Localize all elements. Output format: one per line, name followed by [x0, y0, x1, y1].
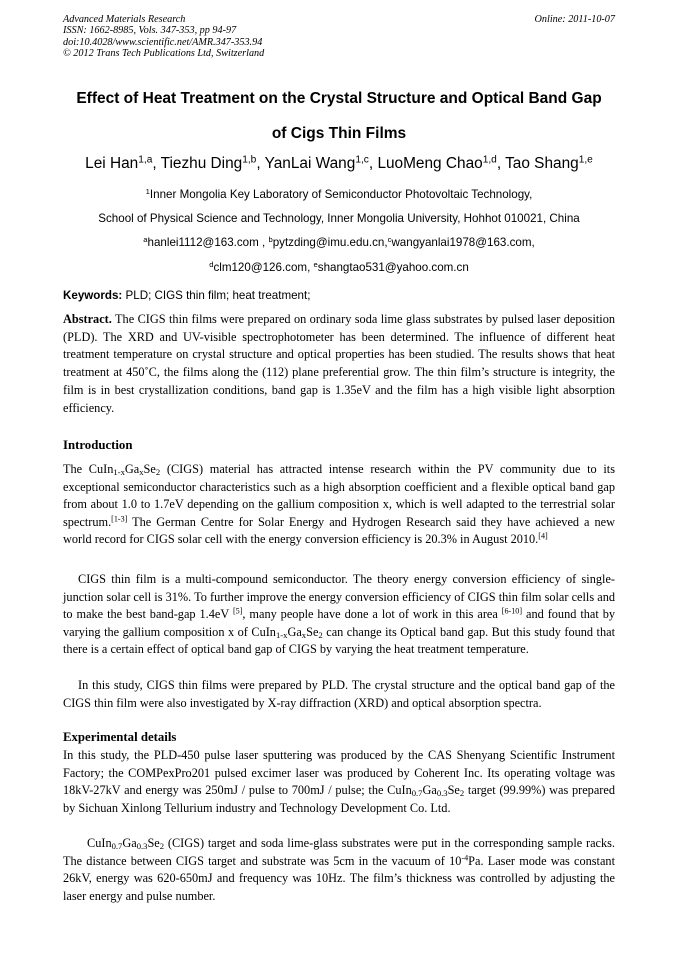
email-mark: d	[209, 259, 214, 269]
email-mark: c	[387, 234, 392, 244]
author-affiliation-mark: 1,a	[138, 154, 153, 166]
section-heading-experimental: Experimental details	[63, 730, 177, 744]
affiliation-mark: 1	[145, 186, 150, 196]
affiliation-line-2: School of Physical Science and Technology, Inner Mongolia University, Hohhot 010021, China	[98, 212, 580, 225]
citation: [1-3]	[111, 514, 128, 524]
author-name: YanLai Wang	[264, 155, 356, 172]
section-heading-introduction: Introduction	[63, 438, 133, 452]
email-b: pytzding@imu.edu.cn	[272, 236, 385, 249]
affiliation-text: Inner Mongolia Key Laboratory of Semiconductor Photovoltaic Technology,	[149, 188, 533, 201]
email-line-2: $^d$clm120@126.com, $^e$shangtao531@yahoo.com.cn	[209, 259, 469, 274]
email-d: clm120@126.com	[213, 261, 308, 274]
author-name: Tiezhu Ding	[160, 155, 243, 172]
intro-paragraph-1: The $CuIn_{1-x}Ga_xSe_2$ (CIGS) material has attracted intense research within the PV community due to its exceptional semiconductor characteristics such as a high absorption coefficient and a flexible optical band gap from about 1.0 to 1.7eV depending on the gallium composition x, which is well adapted to the terrestrial solar spectrum.[1-3] The German Centre for Solar Energy and Hydrogen Research said they have achieved a new world record for CIGS solar cell with the energy conversion efficiency is 20.3% in August 2010.[4]	[63, 462, 615, 546]
email-c: wangyanlai1978@163.com	[391, 236, 532, 249]
citation: [4]	[538, 531, 548, 541]
author-name: LuoMeng Chao	[377, 155, 483, 172]
author-list: Lei Han$^{1,a}$, Tiezhu Ding$^{1,b}$, YanLai Wang$^{1,c}$, LuoMeng Chao$^{1,d}$, Tao Shang$^{1,e}$	[85, 154, 593, 172]
abstract-text: The CIGS thin films were prepared on ordinary soda lime glass substrates by pulsed laser deposition (PLD). The XRD and UV-visible spectrophotometer has been determined. The influence of different heat treatment temperature on crystal structure and optical properties has been studied. The results shows that heat treatment at 450˚C, the films along the (112) plane preferential grow. The thin film’s structure is integrity, the film is in best crystallization conditions, band gap is 1.35eV and the film has a high visible light absorption efficiency.	[63, 312, 615, 415]
experimental-paragraph-2: $CuIn_{0.7}Ga_{0.3}Se_2$ (CIGS) target and soda lime-glass substrates were put in the corresponding sample racks. The distance between CIGS target and substrate was 5cm in the vacuum of $10^{-4}Pa$. Laser mode was constant 26kV, energy was 620-650mJ and frequency was 10Hz. The film’s thickness was controlled by adjusting the laser energy and pulse number.	[63, 836, 615, 903]
email-line-1: $^a$hanlei1112@163.com , $^b$pytzding@imu.edu.cn,$^c$wangyanlai1978@163.com,	[143, 234, 535, 249]
email-a: hanlei1112@163.com	[147, 236, 259, 249]
experimental-paragraph-1: In this study, the PLD-450 pulse laser sputtering was produced by the CAS Shenyang Scientific Instrument Factory; the COMPexPro201 pulsed excimer laser was produced by Coherent Inc. Its operating voltage was 18kV-27kV and energy was 250mJ / pulse to 700mJ / pulse; the $CuIn_{0.7}Ga_{0.3}Se_2$ target (99.99%) was prepared by Sichuan Xinlong Tellurium industry and Technology Development Co. Ltd.	[63, 748, 615, 815]
email-e: shangtao531@yahoo.com.cn	[317, 261, 469, 274]
abstract	[63, 311, 615, 417]
affiliation-line-1	[30, 188, 648, 201]
email-mark: a	[143, 234, 148, 244]
citation: [6-10]	[501, 606, 523, 616]
paper-title-line-1: Effect of Heat Treatment on the Crystal Structure and Optical Band Gap	[76, 90, 602, 107]
citation: [5]	[232, 606, 243, 616]
author-affiliation-mark: 1,b	[242, 154, 257, 166]
copyright-line: © 2012 Trans Tech Publications Ltd, Switzerland	[63, 48, 265, 60]
author-affiliation-mark: 1,c	[355, 154, 369, 166]
keywords	[63, 289, 623, 302]
author-affiliation-mark: 1,d	[482, 154, 497, 166]
online-date: Online: 2011-10-07	[534, 14, 615, 25]
journal-name: Advanced Materials Research	[63, 14, 186, 25]
abstract-label: Abstract.	[63, 312, 112, 326]
email-mark: e	[313, 259, 318, 269]
issn-line: ISSN: 1662-8985, Vols. 347-353, pp 94-97	[63, 25, 237, 37]
intro-paragraph-2: CIGS thin film is a multi-compound semiconductor. The theory energy conversion efficiency of single-junction solar cell is 31%. To further improve the energy conversion efficiency of CIGS thin film solar cells and to make the best band-gap 1.4eV [5], many people have done a lot of work in this area [6-10] and found that by varying the gallium composition x of $CuIn_{1-x}Ga_xSe_2$ can change its Optical band gap. But this study found that there is a certain effect of optical band gap of CIGS by varying the heat treatment temperature.	[63, 572, 616, 656]
author-name: Lei Han	[85, 155, 139, 172]
keywords-label: Keywords:	[63, 289, 123, 302]
doi-line: doi:10.4028/www.scientific.net/AMR.347-353.94	[63, 36, 263, 48]
running-header	[63, 14, 615, 60]
email-mark: b	[268, 234, 273, 244]
author-affiliation-mark: 1,e	[578, 154, 593, 166]
keywords-text: PLD; CIGS thin film; heat treatment;	[125, 289, 311, 302]
author-name: Tao Shang	[505, 155, 579, 172]
paper-title-line-2: of Cigs Thin Films	[271, 125, 407, 142]
intro-paragraph-3: In this study, CIGS thin films were prepared by PLD. The crystal structure and the optical band gap of the CIGS thin film were also investigated by X-ray diffraction (XRD) and optical absorption spectra.	[63, 678, 615, 710]
